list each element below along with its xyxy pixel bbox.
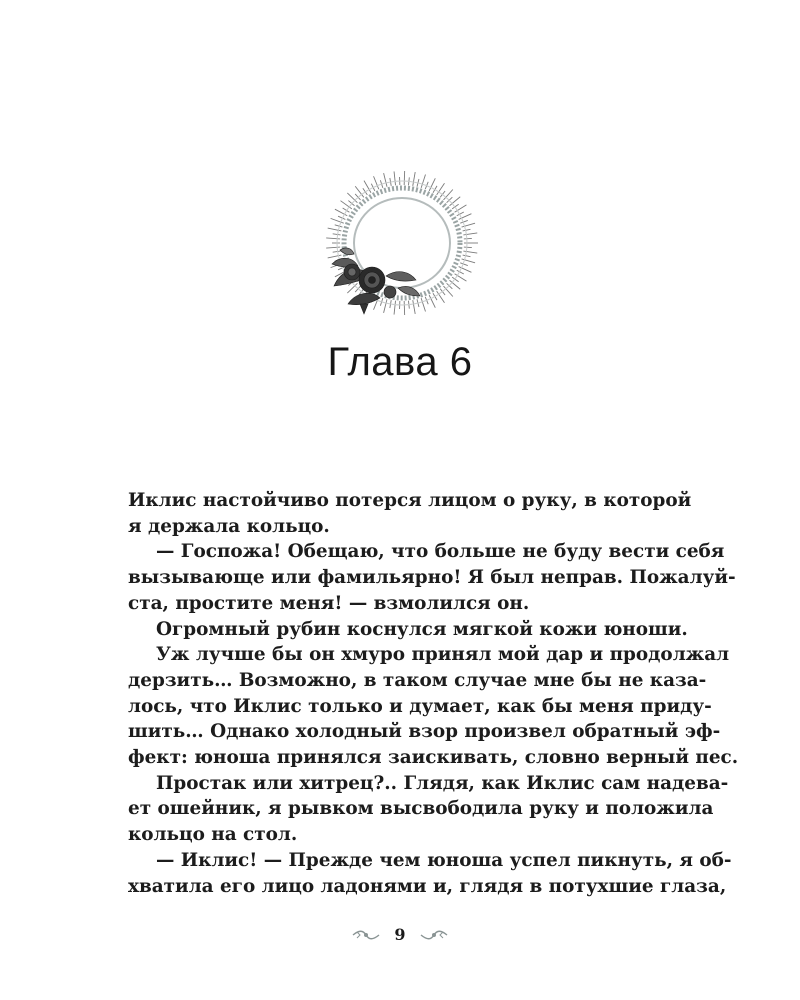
text-line: я держала кольцо. bbox=[128, 515, 330, 537]
floral-wreath-icon bbox=[312, 168, 492, 318]
chapter-title: Глава 6 bbox=[327, 340, 473, 384]
text-line: дерзить… Возможно, в таком случае мне бы не каза- bbox=[128, 669, 707, 691]
text-line: ет ошейник, я рывком высвободила руку и положила bbox=[128, 798, 714, 820]
chapter-body-text bbox=[128, 488, 739, 899]
text-line: — Иклис! — Прежде чем юноша успел пикнуть, я об- bbox=[156, 849, 732, 871]
text-line: хватила его лицо ладонями и, глядя в потухшие глаза, bbox=[128, 875, 727, 897]
text-line: Уж лучше бы он хмуро принял мой дар и продолжал bbox=[156, 644, 730, 666]
text-line: Огромный рубин коснулся мягкой кожи юноши. bbox=[156, 618, 688, 640]
flourish-left-icon bbox=[351, 928, 381, 942]
text-line: — Госпожа! Обещаю, что больше не буду вести себя bbox=[156, 541, 725, 563]
text-line: шить… Однако холодный взор произвел обратный эф- bbox=[128, 721, 721, 743]
text-line: кольцо на стол. bbox=[128, 824, 298, 846]
text-line: Иклис настойчиво потерся лицом о руку, в которой bbox=[128, 490, 692, 511]
page-footer bbox=[0, 924, 800, 944]
text-line: лось, что Иклис только и думает, как бы меня приду- bbox=[128, 695, 712, 717]
text-line: Простак или хитрец?.. Глядя, как Иклис сам надева- bbox=[156, 772, 729, 794]
text-line: фект: юноша принялся заискивать, словно верный пес. bbox=[128, 747, 739, 769]
flourish-right-icon bbox=[419, 928, 449, 942]
text-line: ста, простите меня! — взмолился он. bbox=[128, 592, 530, 614]
page-number: 9 bbox=[394, 925, 406, 944]
text-line: вызывающе или фамильярно! Я был неправ. Пожалуй- bbox=[128, 567, 736, 589]
